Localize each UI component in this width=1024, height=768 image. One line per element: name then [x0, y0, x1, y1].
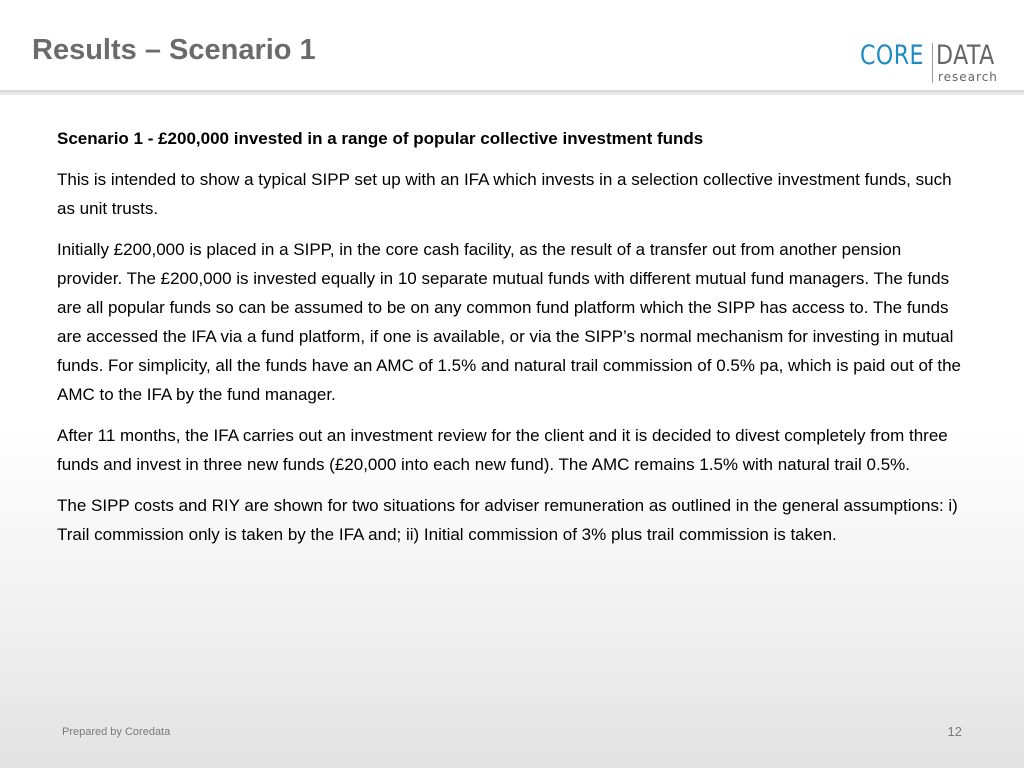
slide-title: Results – Scenario 1 — [32, 34, 316, 66]
body-paragraph: After 11 months, the IFA carries out an investment review for the client and it is decided to divest completely from three funds and invest in three new funds (£20,000 into each new fund). The AMC remains 1.5% with natural trail 0.5%. — [57, 426, 948, 474]
page-number: 12 — [947, 724, 962, 739]
logo-research-text: research — [938, 70, 998, 84]
body-paragraph: This is intended to show a typical SIPP set up with an IFA which invests in a selection collective investment funds, such as unit trusts. — [57, 170, 952, 218]
body-paragraph: Initially £200,000 is placed in a SIPP, in the core cash facility, as the result of a transfer out from another pension provider. The £200,000 is invested equally in 10 separate mutual funds with different mutual fund managers. The funds are all popular funds so can be assumed to be on any common fund platform which the SIPP has access to. The funds are accessed the IFA via a fund platform, if one is available, or via the SIPP’s normal mechanism for investing in mutual funds. For simplicity, all the funds have an AMC of 1.5% and natural trail commission of 0.5% pa, which is paid out of the AMC to the IFA by the fund manager. — [57, 240, 961, 404]
logo-data-text: DATA — [936, 40, 995, 71]
logo-divider — [932, 43, 933, 83]
header-divider — [0, 90, 1024, 95]
slide-body — [57, 124, 967, 561]
scenario-heading: Scenario 1 - £200,000 invested in a range of popular collective investment funds — [57, 129, 704, 148]
footer-prepared-by: Prepared by Coredata — [62, 726, 171, 738]
body-paragraph: The SIPP costs and RIY are shown for two situations for adviser remuneration as outlined in the general assumptions: i) Trail commission only is taken by the IFA and; ii) Initial commission of 3% plus trail commission is taken. — [57, 496, 958, 544]
coredata-logo — [860, 41, 1010, 87]
logo-core-text: CORE — [860, 40, 924, 71]
